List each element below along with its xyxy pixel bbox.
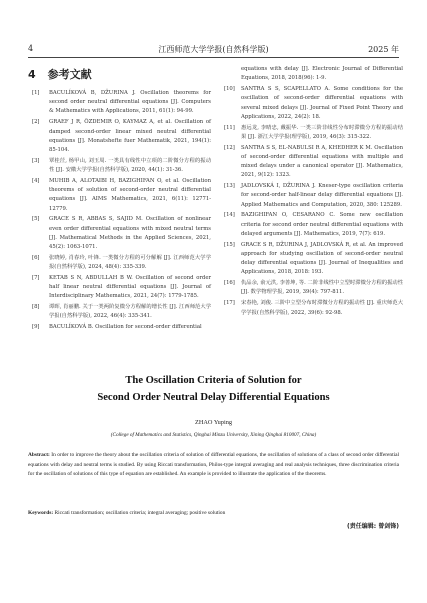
english-title <box>20 372 407 406</box>
reference-text: BACULÍKOVÁ B. Oscillation for second-order differential <box>49 324 202 331</box>
reference-text: 惠远龙, 李晴忠, 戴振华. 一类三阶非线性分布时滞微分方程的振动结果 [J]. 浙江大学学报(理学版), 2019, 46(3): 315-322. <box>241 124 403 140</box>
reference-number: [4] <box>32 177 40 184</box>
reference-text: BACULÍKOVÁ B, DŽURINA J. Oscillation theorems for second order neutral differential equations [J]. Computers & Mathematics with Applications, 2011, 61(1): 94-99. <box>49 90 211 115</box>
reference-text: 覃桂茳, 杨甲山, 刘玉周. 一类具有线性中立项的二阶微分方程的振动性 [J]. 安徽大学学报(自然科学版), 2020, 44(1): 31-36. <box>49 157 211 173</box>
title-line-2: Second Order Neutral Delay Differential Equations <box>97 392 330 403</box>
reference-number: [10] <box>224 86 235 93</box>
reference-text: SANTRA S S, EL-NABULSI R A, KHEDHER K M. Oscillation of second-order differential equations with multiple and mixed delays under a canonical operator [J]. Mathematics, 2021, 9(12): 1323. <box>241 144 403 179</box>
references-right-column <box>220 65 403 319</box>
reference-item <box>28 157 211 175</box>
reference-text: GRACE S R, ABBAS S, SAJID M. Oscillation of nonlinear even order differential equations with mixed neutral terms [J]. Mathematical Methods in the Applied Sciences, 2021, 45(2): 1063-1071. <box>49 216 211 250</box>
reference-text: 谭晖, 肖丽鹏. 关于一类两阶复微分方程解的增长性 [J]. 江西师范大学学报(自然科学版), 2022, 46(4): 335-341. <box>49 304 211 320</box>
reference-number: [17] <box>224 300 235 307</box>
reference-item <box>220 124 403 142</box>
reference-text: 宋春艳, 刘俊. 三阶中立型分布时滞微分方程的振动性 [J]. 重庆师范大学学报(自然科学版), 2022, 39(6): 92-98. <box>241 300 403 316</box>
reference-item <box>220 279 403 297</box>
reference-number: [1] <box>32 90 40 96</box>
reference-text: BAZIGHIFAN O, CESARANO C. Some new oscillation criteria for second order neutral differential equations with delayed arguments [J]. Mathematics, 2019, 7(7): 619. <box>241 212 403 237</box>
reference-number: [11] <box>224 124 235 131</box>
reference-item <box>28 274 211 302</box>
section-heading <box>28 66 92 82</box>
references-left-column <box>28 89 211 334</box>
title-line-1: The Oscillation Criteria of Solution for <box>125 375 302 386</box>
keywords-text: Riccati transformation; oscillation criteria; integral averaging; positive solution <box>53 510 226 516</box>
reference-text: 仇品余, 俞元洪, 李善坤, 等. 二阶非线性中立型时滞微分方程的振动性 [J]. 数学物理学报, 2019, 39(4): 797-811. <box>241 280 403 296</box>
reference-item <box>28 215 211 252</box>
reference-number: [6] <box>32 254 40 261</box>
abstract-text: In order to improve the theory about the oscillation criteria of solution of differential equations, the oscillation of solutions of a class of second order differential equations with delay and neutral terms is studied. By using Riccati transformation, Philos-type integral averaging and real analysis techniques, three discrimination criteria for the oscillation of solutions of this type of equation are established. An example is provided to illustrate the application of the theorems. <box>28 452 399 478</box>
reference-text: 张晓婷, 肖春玲, 叶锋. 一类微分方程的可分解解 [J]. 江西师范大学学报(自然科学版), 2024, 48(4): 335-339. <box>49 254 211 271</box>
reference-number: [3] <box>32 157 40 164</box>
reference-text: GRAEF J R, ÖZDEMIR O, KAYMAZ A, et al. Oscillation of damped second-order linear mixed neutral differential equations [J]. Monatshefte fuer Mathematik, 2021, 194(1): 85-104. <box>49 119 211 153</box>
reference-number: [5] <box>32 216 40 223</box>
header-divider <box>28 57 399 58</box>
reference-item <box>28 177 211 214</box>
keywords-label: Keywords: <box>28 510 54 516</box>
reference-number: [7] <box>32 274 40 281</box>
reference-item <box>220 144 403 181</box>
section-title: 参考文献 <box>47 68 92 81</box>
reference-number: [2] <box>32 119 40 126</box>
reference-item <box>28 303 211 321</box>
reference-item <box>220 211 403 239</box>
reference-item <box>28 89 211 117</box>
reference-item <box>28 323 211 332</box>
reference-item <box>28 118 211 155</box>
reference-text: GRACE S R, DŽURINA J, JADLOVSKÁ R, et al. An improved approach for studying oscillation of second-order neutral delay differential equations [J]. Journal of Inequalities and Applications, 2018, 2018: 193. <box>241 241 403 276</box>
reference-item <box>220 65 403 83</box>
reference-item <box>220 299 403 317</box>
reference-number: [9] <box>32 324 40 331</box>
abstract-label: Abstract: <box>28 452 50 458</box>
page-number: 4 <box>28 44 34 53</box>
abstract <box>28 451 399 480</box>
publication-year: 2025 年 <box>368 45 399 54</box>
responsible-editor: (责任编辑: 曾剑锋) <box>347 523 399 530</box>
reference-number: [8] <box>32 304 40 311</box>
journal-name: 江西师范大学学报(自然科学版) <box>158 45 269 54</box>
author-affiliation: (College of Mathematics and Statistics, Qinghai Minzu University, Xining Qinghai 810007, China) <box>110 432 317 438</box>
running-header <box>28 44 399 58</box>
reference-item <box>220 241 403 278</box>
reference-item <box>220 85 403 122</box>
reference-text: MUHIB A, ALOTAIBI H, BAZIGHIFAN O, et al. Oscillation theorems of solution of second-order neutral differential equations [J]. AIMS Mathematics, 2021, 6(11): 12771-12779. <box>49 177 211 212</box>
reference-text: SANTRA S S, SCAPELLATO A. Some conditions for the oscillation of second-order differential equations with several mixed delays [J]. Journal of Fixed Point Theory and Applications, 2022, 24(2): 18. <box>241 86 403 120</box>
reference-number: [16] <box>224 280 235 287</box>
reference-text: equations with delay [J]. Electronic Journal of Differential Equations, 2018, 2018(96): 1-9. <box>241 66 403 82</box>
keywords <box>28 509 399 518</box>
reference-number: [14] <box>224 212 235 219</box>
reference-text: JADLOVSKÁ I, DŽURINA J. Kneser-type oscillation criteria for second-order half-linear delay differential equations [J]. Applied Mathematics and Computation, 2020, 380: 125289. <box>241 183 403 208</box>
reference-item <box>28 254 211 272</box>
reference-number: [13] <box>224 183 235 190</box>
reference-number: [15] <box>224 241 235 248</box>
reference-text: KETAB S N, ABDULLAH B W. Oscillation of second order half linear neutral differential equations [J]. Journal of Interdisciplinary Mathematics, 2021, 24(7): 1779-1785. <box>49 274 211 300</box>
section-number: 4 <box>28 68 36 81</box>
author-name: ZHAO Yuping <box>194 419 233 426</box>
reference-item <box>220 182 403 210</box>
reference-number: [12] <box>224 144 235 151</box>
